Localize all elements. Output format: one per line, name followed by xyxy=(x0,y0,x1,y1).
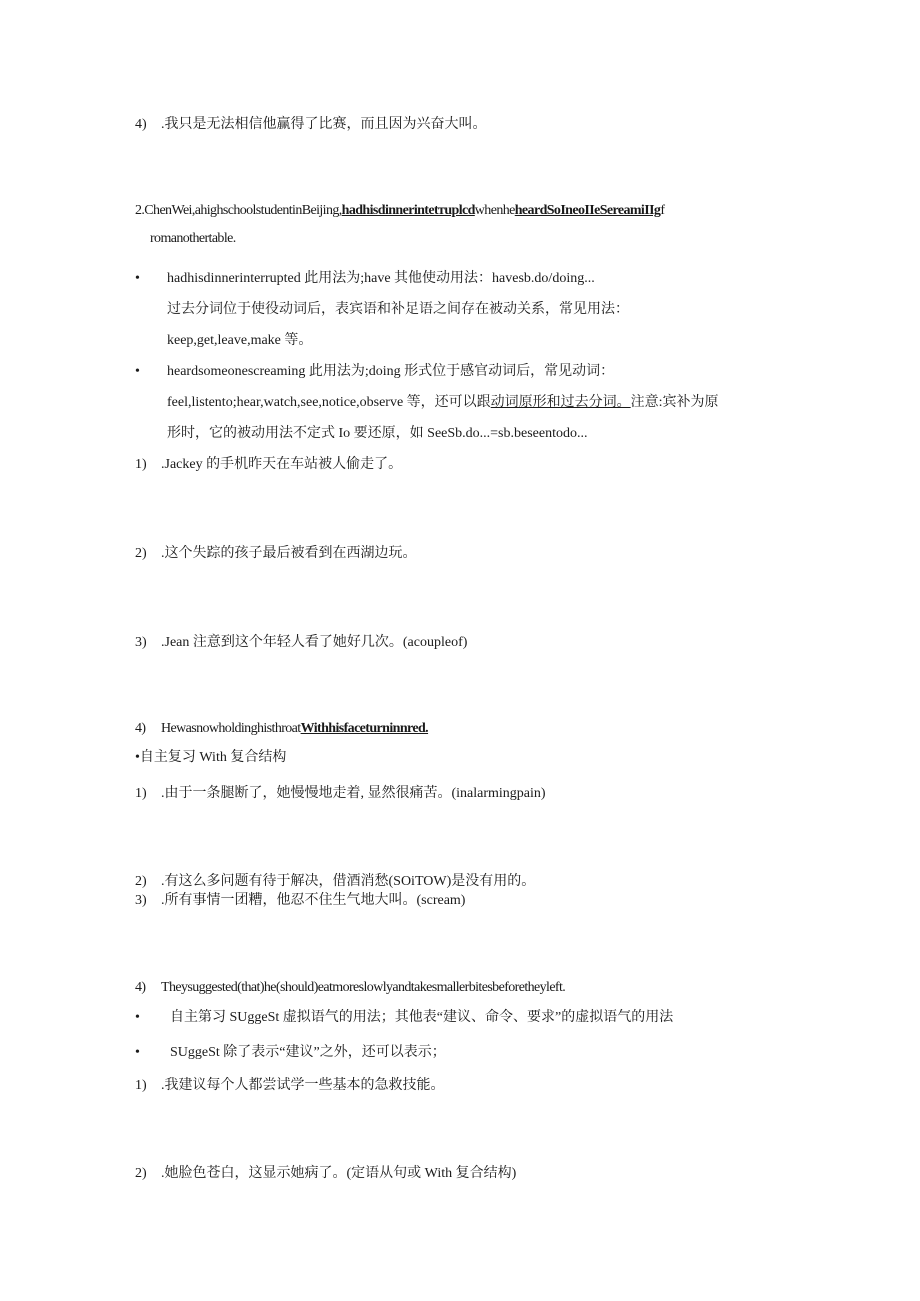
item-number: 3) xyxy=(135,635,147,650)
note-line: heardsomeonescreaming 此用法为;doing 形式位于感官动词后，常见动词： xyxy=(167,364,615,379)
item-number: 1) xyxy=(135,1078,147,1093)
highlighted-phrase: Withhisfaceturninnred. xyxy=(300,721,429,736)
note-line: SUggeSt 除了表示“建议”之外，还可以表示； xyxy=(170,1045,446,1060)
highlighted-phrase: heardSoIneoIIeSereamiIIg xyxy=(514,203,661,218)
exercise-line xyxy=(135,634,467,652)
item-text: .Jackey 的手机昨天在车站被人偷走了。 xyxy=(161,457,403,472)
item-number: 1) xyxy=(135,786,147,801)
exercise-line xyxy=(135,1077,445,1095)
sentence-text: romanothertable. xyxy=(150,231,236,246)
example-sentence-5 xyxy=(135,979,565,997)
bullet-icon: • xyxy=(135,1045,140,1060)
item-text: .所有事情一团糟，他忍不住生气地大叫。(scream) xyxy=(161,893,466,908)
note-line: 自主第习 SUggeSt 虚拟语气的用法；其他表“建议、命令、要求”的虚拟语气的用法 xyxy=(170,1010,674,1025)
item-number: 3) xyxy=(135,893,147,908)
item-text: .这个失踪的孩子最后被看到在西湖边玩。 xyxy=(161,546,417,561)
note-line: 形时，它的被动用法不定式 Io 要还原，如 SeeSb.do...=sb.beseentodo... xyxy=(167,426,588,441)
sentence-text: f xyxy=(660,203,665,218)
item-number: 2) xyxy=(135,546,147,561)
bullet-icon: • xyxy=(135,364,140,379)
note-line: 过去分词位于使役动词后，表宾语和补足语之间存在被动关系，常见用法： xyxy=(167,302,629,317)
note-line xyxy=(167,394,719,412)
bullet-icon: • xyxy=(135,1010,140,1025)
item-text: .有这么多问题有待于解决，借酒消愁(SOiTOW)是没有用的。 xyxy=(161,874,536,889)
highlighted-phrase: hadhisdinnerintetтuplcd xyxy=(341,203,475,218)
item-number: 4) xyxy=(135,980,146,995)
sentence-text: Hewasnowholdinghisthroat xyxy=(161,721,301,736)
sentence-text: 2.ChenWei,ahighschoolstudentinBeijing, xyxy=(135,203,342,218)
exercise-line xyxy=(135,545,417,563)
note-text: 注意:宾补为原 xyxy=(630,395,719,410)
example-sentence-2-cont xyxy=(150,230,236,248)
sentence-text: whenhe xyxy=(474,203,515,218)
note-text: feel,listento;hear,watch,see,notice,observe 等，还可以跟 xyxy=(167,395,491,410)
item-number: 2) xyxy=(135,1166,147,1181)
underlined-text: 动词原形和过去分词。 xyxy=(490,395,631,410)
exercise-line xyxy=(135,456,402,474)
item-text: .她脸色苍白，这显示她病了。(定语从句或 With 复合结构) xyxy=(161,1166,517,1181)
bullet-icon: • xyxy=(135,271,140,286)
note-line: hadhisdinnerinterrupted 此用法为;have 其他使动用法：havesb.do/doing... xyxy=(167,271,595,286)
item-number: 4) xyxy=(135,117,147,132)
example-sentence-2 xyxy=(135,202,664,220)
item-number: 1) xyxy=(135,457,147,472)
exercise-line xyxy=(135,892,465,910)
item-number: 4) xyxy=(135,721,146,736)
exercise-line xyxy=(135,1165,516,1183)
item-text: .由于一条腿断了，她慢慢地走着, 显然很痛苦。(inalarmingpain) xyxy=(161,786,546,801)
item-text: .我建议每个人都尝试学一些基本的急救技能。 xyxy=(161,1078,445,1093)
example-sentence-4 xyxy=(135,720,428,738)
item-text: .我只是无法相信他赢得了比赛，而且因为兴奋大叫。 xyxy=(161,117,487,132)
exercise-4-line xyxy=(135,116,487,134)
note-line: keep,get,leave,make 等。 xyxy=(167,333,313,348)
item-text: .Jean 注意到这个年轻人看了她好几次。(acoupleof) xyxy=(161,635,468,650)
sentence-text: Theysuggested(that)he(should)eatmoreslowlyandtakesmallerbitesbeforetheyleft. xyxy=(161,980,566,995)
item-number: 2) xyxy=(135,874,147,889)
section-heading-with: •自主复习 With 复合结构 xyxy=(135,750,287,765)
exercise-line xyxy=(135,873,535,891)
exercise-line xyxy=(135,785,546,803)
